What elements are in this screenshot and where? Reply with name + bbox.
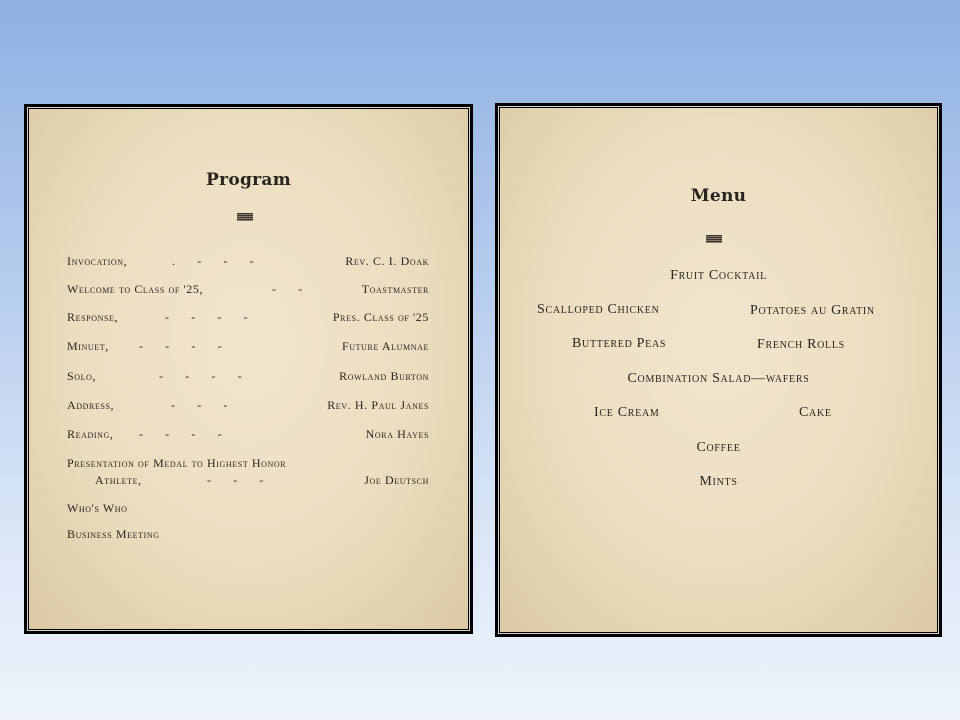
menu-card xyxy=(495,103,942,637)
program-extra-label: Who's Who xyxy=(67,501,128,515)
program-item-performer: Nora Hayes xyxy=(365,427,429,441)
program-item-dashes: - - - - xyxy=(159,369,243,383)
program-item xyxy=(67,369,429,385)
menu-ornament-icon xyxy=(706,235,722,243)
program-item-dashes: - - - xyxy=(171,398,228,412)
program-item-performer: Toastmaster xyxy=(361,282,429,296)
program-item-label: Minuet, xyxy=(67,339,109,353)
program-item-performer: Pres. Class of '25 xyxy=(332,310,429,324)
program-item xyxy=(67,339,429,355)
program-extra-label: Business Meeting xyxy=(67,527,160,541)
program-presentation-label: Presentation of Medal to Highest Honor xyxy=(67,456,287,470)
program-ornament-icon xyxy=(237,213,253,221)
menu-item-fruit: Fruit Cocktail xyxy=(670,268,767,283)
program-item-label: Solo, xyxy=(67,369,97,383)
program-presentation-athlete: Athlete, xyxy=(95,473,142,487)
menu-item-coffee: Coffee xyxy=(696,440,741,455)
program-title: Program xyxy=(205,170,292,190)
program-item-performer: Future Alumnae xyxy=(342,339,429,353)
program-item-label: Reading, xyxy=(67,427,114,441)
program-item-performer: Rowland Burton xyxy=(339,369,429,383)
program-item xyxy=(67,398,429,414)
program-item-dashes: - - xyxy=(272,282,303,296)
menu-item-potatoes: Potatoes au Gratin xyxy=(750,303,875,318)
program-item-label: Welcome to Class of '25, xyxy=(67,282,204,296)
program-item-dashes: - - - xyxy=(207,473,264,487)
menu-item-mints: Mints xyxy=(699,474,738,489)
program-item xyxy=(67,427,429,443)
menu-item-chicken: Scalloped Chicken xyxy=(537,302,660,317)
program-presentation-line1 xyxy=(67,456,429,472)
menu-item-cake: Cake xyxy=(799,405,832,420)
menu-item-icecream: Ice Cream xyxy=(594,405,660,420)
program-extra xyxy=(67,527,429,543)
menu-page xyxy=(500,108,937,632)
program-item xyxy=(67,310,429,326)
program-item-dashes: - - - - xyxy=(139,427,223,441)
program-item-label: Invocation, xyxy=(67,254,128,268)
program-item-dashes: - - - - xyxy=(165,310,249,324)
menu-title: Menu xyxy=(690,186,747,206)
menu-item-salad: Combination Salad—wafers xyxy=(627,371,810,386)
program-item xyxy=(67,254,429,270)
program-extra xyxy=(67,501,429,517)
program-presentation-line2 xyxy=(67,473,429,489)
menu-item-peas: Buttered Peas xyxy=(572,336,667,351)
program-page xyxy=(29,109,468,629)
program-item xyxy=(67,282,429,298)
program-item-label: Response, xyxy=(67,310,119,324)
menu-item-rolls: French Rolls xyxy=(757,337,845,352)
program-item-performer: Rev. C. I. Doak xyxy=(345,254,429,268)
program-item-dashes: . - - - xyxy=(172,254,255,268)
program-card xyxy=(24,104,473,634)
program-item-dashes: - - - - xyxy=(139,339,223,353)
program-item-label: Address, xyxy=(67,398,115,412)
program-item-performer: Rev. H. Paul Janes xyxy=(327,398,429,412)
program-item-performer: Joe Deutsch xyxy=(364,473,429,487)
